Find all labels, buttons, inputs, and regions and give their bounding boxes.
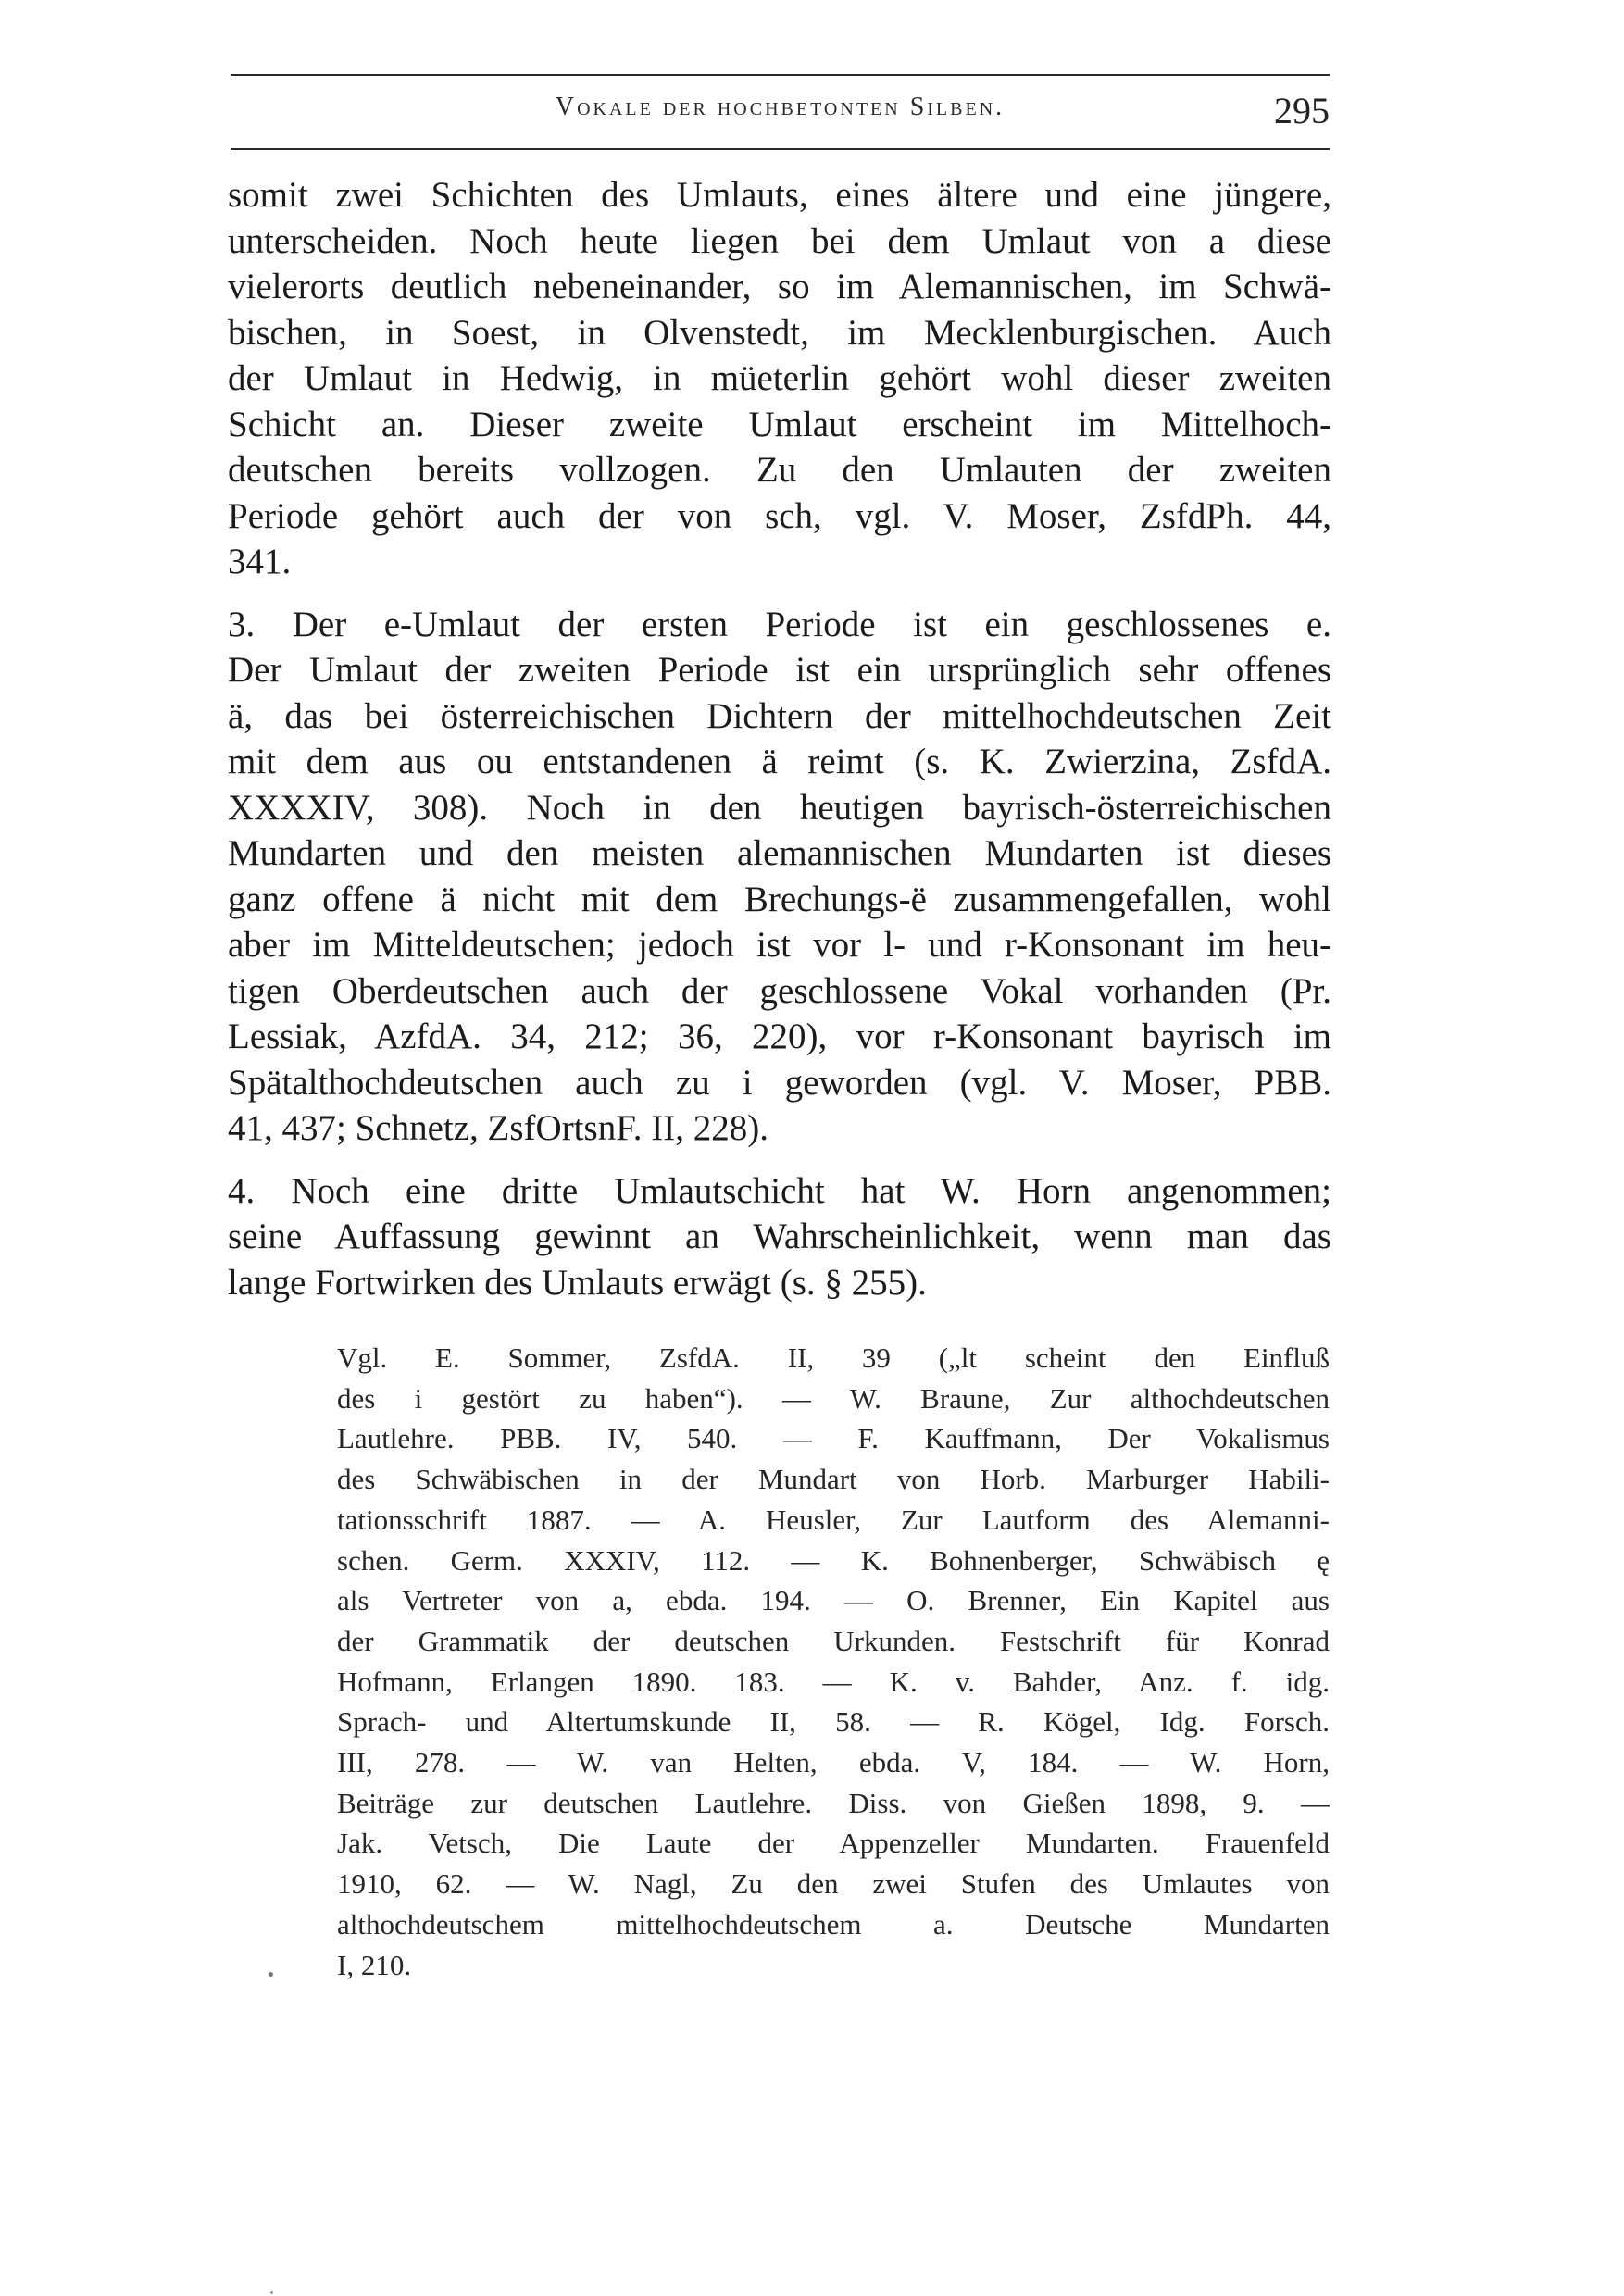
text-line: Mundarten und den meisten alemannischen Mundarten ist dieses	[228, 833, 1331, 873]
note-line: Sprach- und Altertumskunde II, 58. — R. Kögel, Idg. Forsch.	[337, 1705, 1330, 1739]
note-line: I, 210.	[337, 1948, 412, 1981]
note-line: III, 278. — W. van Helten, ebda. V, 184. — W. Horn,	[337, 1746, 1330, 1779]
print-speck	[269, 1972, 273, 1977]
text-line: Schicht an. Dieser zweite Umlaut erscheint im Mittelhoch-	[228, 404, 1331, 444]
text-line: lange Fortwirken des Umlauts erwägt (s. § 255).	[228, 1262, 927, 1303]
running-head: Vokale der hochbetonten Silben.	[555, 93, 1006, 121]
text-line: 341.	[228, 542, 292, 581]
note-line: Lautlehre. PBB. IV, 540. — F. Kauffmann, Der Vokalismus	[337, 1422, 1330, 1455]
text-line: der Umlaut in Hedwig, in müeterlin gehört wohl dieser zweiten	[228, 358, 1331, 398]
note-line: schen. Germ. XXXIV, 112. — K. Bohnenberger, Schwäbisch ę	[337, 1543, 1330, 1577]
text-line: bischen, in Soest, in Olvenstedt, im Mecklenburgischen. Auch	[228, 312, 1331, 353]
paragraph-1	[228, 172, 1331, 585]
text-line: vielerorts deutlich nebeneinander, so im Alemannischen, im Schwä-	[228, 267, 1331, 306]
note-line: des Schwäbischen in der Mundart von Horb. Marburger Habili-	[337, 1463, 1330, 1496]
text-line: Periode gehört auch der von sch, vgl. V. Moser, ZsfdPh. 44,	[228, 495, 1331, 536]
text-line: deutschen bereits vollzogen. Zu den Umlauten der zweiten	[228, 450, 1331, 490]
text-line: unterscheiden. Noch heute liegen bei dem Umlaut von a diese	[228, 220, 1331, 261]
note-line: der Grammatik der deutschen Urkunden. Festschrift für Konrad	[337, 1624, 1330, 1657]
print-speck	[270, 2291, 273, 2294]
text-line: Spätalthochdeutschen auch zu i geworden (vgl. V. Moser, PBB.	[228, 1062, 1331, 1103]
note-line: Hofmann, Erlangen 1890. 183. — K. v. Bahder, Anz. f. idg.	[337, 1665, 1330, 1698]
text-line: 4. Noch eine dritte Umlautschicht hat W. Horn angenommen;	[228, 1170, 1331, 1211]
bibliography-notes	[337, 1338, 1330, 1985]
text-line: tigen Oberdeutschen auch der geschlossene Vokal vorhanden (Pr.	[228, 970, 1331, 1011]
note-line: des i gestört zu haben“). — W. Braune, Zur althochdeutschen	[337, 1381, 1330, 1415]
header-rule-bottom	[231, 148, 1330, 150]
body-text	[228, 172, 1331, 1305]
note-line: Vgl. E. Sommer, ZsfdA. II, 39 („lt scheint den Einfluß	[337, 1341, 1330, 1374]
note-line: als Vertreter von a, ebda. 194. — O. Brenner, Ein Kapitel aus	[337, 1584, 1330, 1617]
text-line: somit zwei Schichten des Umlauts, eines ältere und eine jüngere,	[228, 175, 1331, 215]
note-line: 1910, 62. — W. Nagl, Zu den zwei Stufen des Umlautes von	[337, 1867, 1330, 1901]
text-line: Der Umlaut der zweiten Periode ist ein ursprünglich sehr offenes	[228, 650, 1331, 690]
text-line: 41, 437; Schnetz, ZsfOrtsnF. II, 228).	[228, 1108, 768, 1148]
page-number: 295	[1274, 90, 1330, 131]
text-line: mit dem aus ou entstandenen ä reimt (s. K. Zwierzina, ZsfdA.	[228, 742, 1331, 781]
note-line: althochdeutschem mittelhochdeutschem a. Deutsche Mundarten	[337, 1907, 1330, 1940]
text-line: seine Auffassung gewinnt an Wahrscheinlichkeit, wenn man das	[228, 1217, 1331, 1256]
note-line: tationsschrift 1887. — A. Heusler, Zur Lautform des Alemanni-	[337, 1503, 1330, 1536]
header-rule-top	[231, 74, 1330, 76]
text-line: ä, das bei österreichischen Dichtern der mittelhochdeutschen Zeit	[228, 695, 1331, 736]
text-line: aber im Mitteldeutschen; jedoch ist vor l- und r-Konsonant im heu-	[228, 925, 1331, 965]
text-line: 3. Der e-Umlaut der ersten Periode ist ein geschlossenes e.	[228, 604, 1331, 644]
text-line: ganz offene ä nicht mit dem Brechungs-ë zusammengefallen, wohl	[228, 879, 1331, 919]
note-line: Jak. Vetsch, Die Laute der Appenzeller Mundarten. Frauenfeld	[337, 1827, 1330, 1860]
text-line: XXXXIV, 308). Noch in den heutigen bayrisch-österreichischen	[228, 787, 1331, 828]
paragraph-2	[228, 602, 1331, 1152]
note-line: Beiträge zur deutschen Lautlehre. Diss. von Gießen 1898, 9. —	[337, 1786, 1330, 1819]
paragraph-3	[228, 1168, 1331, 1306]
text-line: Lessiak, AzfdA. 34, 212; 36, 220), vor r-Konsonant bayrisch im	[228, 1017, 1331, 1056]
